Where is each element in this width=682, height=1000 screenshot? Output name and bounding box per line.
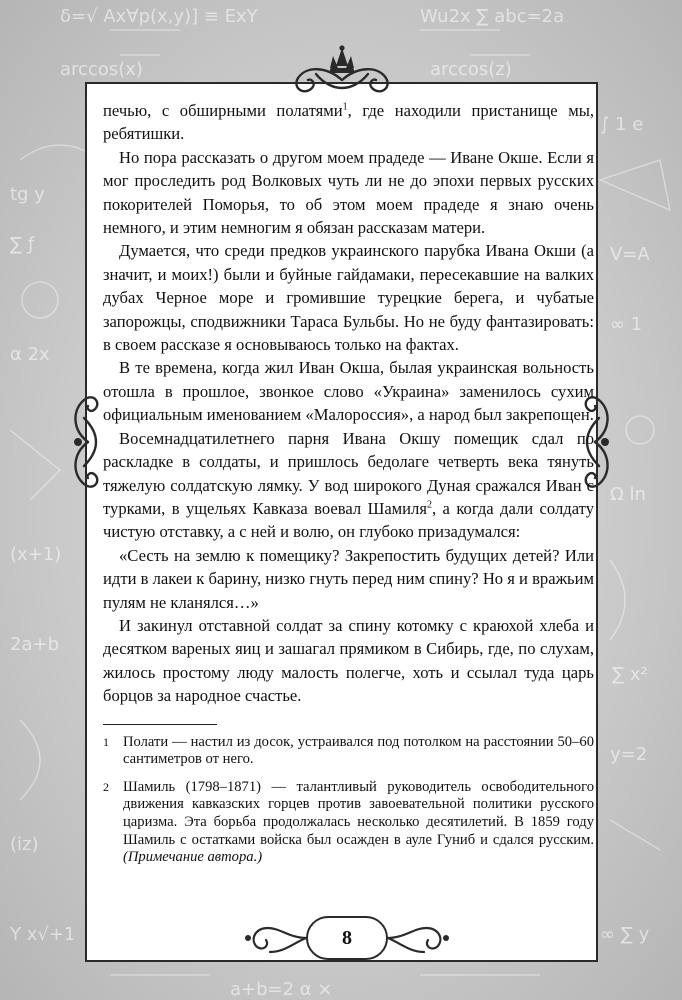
svg-text:arccos(x): arccos(x) xyxy=(60,59,143,80)
svg-text:y=2: y=2 xyxy=(610,744,648,765)
footnote-text: Полати — настил из досок, устраивался под потолком на расстоянии 50–60 сантиметров от него. xyxy=(123,733,594,768)
footnote-number: 2 xyxy=(103,779,109,794)
svg-text:∞ 1: ∞ 1 xyxy=(610,314,643,335)
svg-text:Y x√+1: Y x√+1 xyxy=(10,924,76,945)
footnote-ref: 2 xyxy=(426,499,432,511)
footnote xyxy=(103,779,594,867)
paragraph: печью, с обширными полатями$^1$, где находили пристанище мы, ребятишки. xyxy=(103,101,594,144)
svg-text:δ=√ Ax∀p(x,y)] ≡ ExY: δ=√ Ax∀p(x,y)] ≡ ExY xyxy=(60,6,258,27)
paragraph: Но пора рассказать о другом моем прадеде — Иване Окше. Если я мог проследить род Волковых чуть ли не до эпохи первых русских покорителей Поморья, то об этом моем прадеде я знаю очень немного, и этим немногим я обязан рассказам матери. xyxy=(103,147,594,238)
footnote-separator xyxy=(103,724,217,725)
svg-text:V=A: V=A xyxy=(610,244,650,265)
svg-text:∫ 1 e: ∫ 1 e xyxy=(600,114,644,135)
footnote-text: Шамиль (1798–1871) — талантливый руководитель освободительного движения кавказских горцев против завоевательной политики русского царизма. Эта борьба продолжалась несколько десятилетий. В 1859 году Шамиль с остатками войска был осажден в ауле Гуниб и сдался русским. (Примечание автора.) xyxy=(123,778,594,866)
paragraph: И закинул отставной солдат за спину котомку с краюхой хлеба и десятком вареных яиц и зашагал прямиком в Сибирь, где, по слухам, жилось простому люду малость полегче, хоть и ссылал туда царь борцов за народное счастье. xyxy=(103,615,594,706)
bottom-left-ornament xyxy=(240,914,308,962)
svg-text:Ω ln: Ω ln xyxy=(610,484,646,505)
author-note: (Примечание автора.) xyxy=(123,849,263,866)
paragraph: Восемнадцатилетнего парня Ивана Окшу помещик сдал по раскладке в солдаты, и пришлось бедолаге четверть века тянуть тяжелую солдатскую лямку. У вод широкого Дуная сражался Иван с турками, в ущельях Кавказа воевал Шамиля$^2$, а когда дали солдату чистую отставку, а с ней и волю, он глубоко призадумался: xyxy=(103,428,594,542)
svg-text:(x+1): (x+1) xyxy=(10,544,62,565)
page-number-label: 8 xyxy=(342,926,352,949)
svg-text:∞ ∑ y: ∞ ∑ y xyxy=(600,924,650,945)
page-number xyxy=(306,916,388,960)
paragraph: В те времена, когда жил Иван Окша, былая украинская вольность отошла в прошлое, звонкое слово «Украина» заменилось сухим официальным именованием «Малороссия», а народ был закрепощен. xyxy=(103,358,594,425)
svg-text:tg y: tg y xyxy=(10,184,45,205)
footnote-number: 1 xyxy=(103,734,109,749)
paragraph: «Сесть на землю к помещику? Закрепостить будущих детей? Или идти в лакеи к барину, низко гнуть перед ним спину? Но я и вражьим пулям не кланялся…» xyxy=(103,545,594,612)
left-ornament xyxy=(62,382,106,502)
svg-text:α 2x: α 2x xyxy=(10,344,50,365)
bottom-right-ornament xyxy=(386,914,454,962)
svg-text:∑ ƒ: ∑ ƒ xyxy=(10,234,35,255)
footnote-ref: 1 xyxy=(342,101,348,113)
svg-text:Wu2x ∑ abc=2a: Wu2x ∑ abc=2a xyxy=(420,6,565,27)
svg-text:a+b=2 α ×: a+b=2 α × xyxy=(230,979,333,1000)
svg-text:(iz): (iz) xyxy=(10,834,39,855)
top-ornament xyxy=(286,44,398,100)
svg-text:∑ x²: ∑ x² xyxy=(612,664,648,685)
svg-text:2a+b: 2a+b xyxy=(10,634,59,655)
svg-text:arccos(z): arccos(z) xyxy=(430,59,512,80)
main-text xyxy=(103,99,594,877)
paragraph: Думается, что среди предков украинского парубка Ивана Окши (а значит, и моих!) были и буйные гайдамаки, пересекавшие на валких дубах Черное море и громившие турецкие берега, и чубатые запорожцы, сподвижники Тараса Бульбы. Но не буду фантазировать: в своем рассказе я основываюсь только на фактах. xyxy=(103,241,594,355)
footnote xyxy=(103,734,594,769)
